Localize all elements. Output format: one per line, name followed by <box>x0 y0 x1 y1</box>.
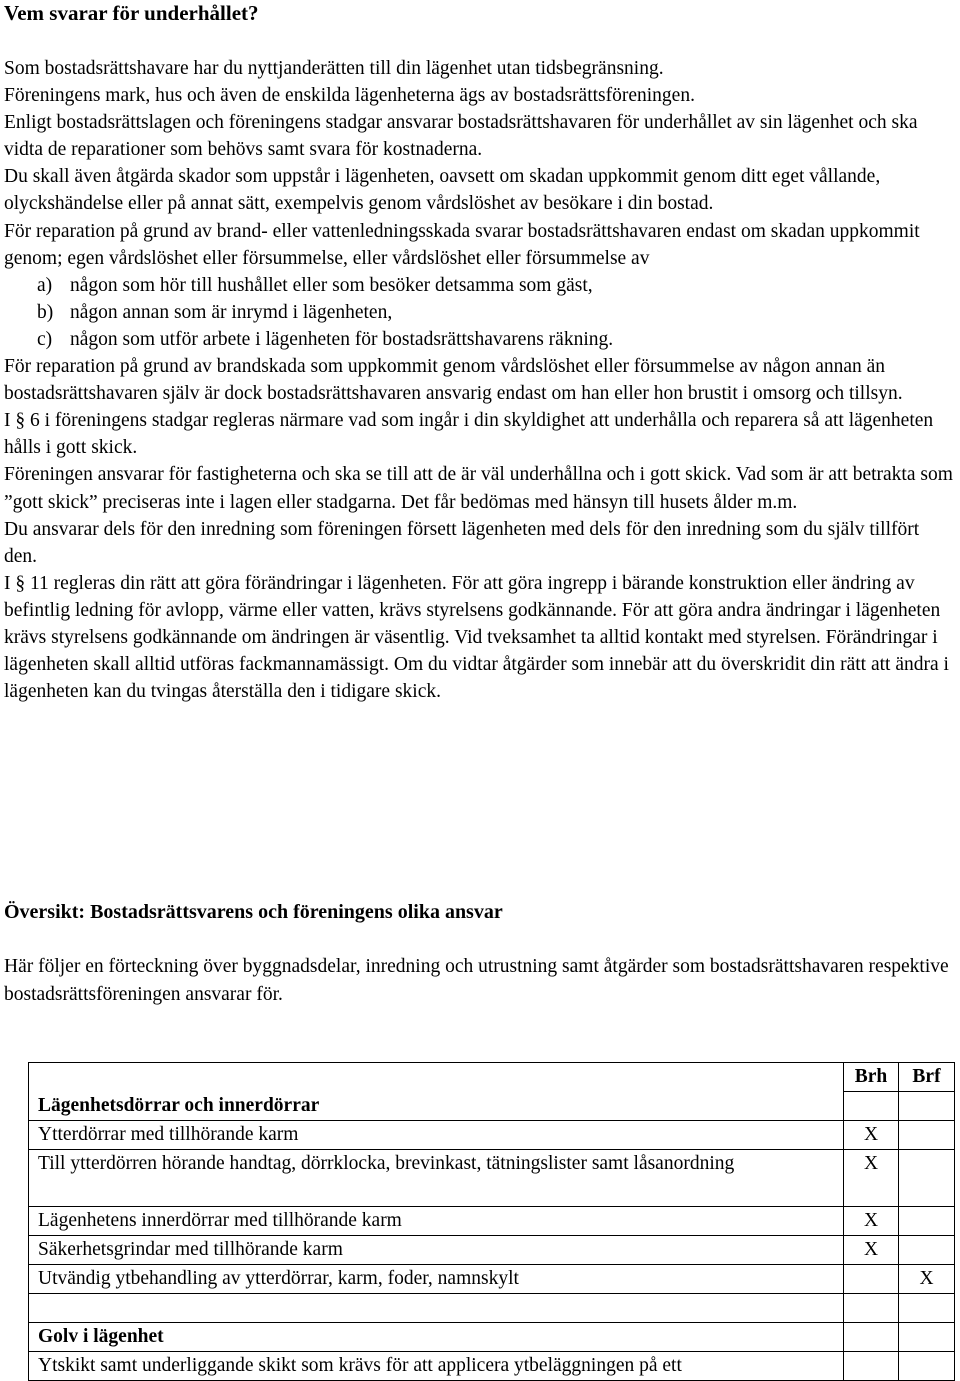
row-label: Ytskikt samt underliggande skikt som krävs för att applicera ytbeläggningen på ett <box>29 1352 844 1381</box>
row-label: Utvändig ytbehandling av ytterdörrar, karm, foder, namnskylt <box>29 1265 844 1294</box>
table-row <box>29 1150 955 1207</box>
brf-mark <box>899 1121 955 1150</box>
page-heading: Vem svarar för underhållet? <box>4 1 259 25</box>
brh-mark: X <box>844 1236 899 1265</box>
section-title: Översikt: Bostadsrättsvarens och föreningens olika ansvar <box>4 901 503 923</box>
list-marker: b) <box>37 301 54 323</box>
brf-mark <box>899 1150 955 1207</box>
paragraph: Föreningen ansvarar för fastigheterna och ska se till att de är väl underhållna och i gott skick. Vad som är att betrakta som ”gott skick” preciseras inte i lagen eller stadgarna. Det får bedömas med hänsyn till husets ålder m.m. <box>4 464 953 513</box>
group-heading: Lägenhetsdörrar och innerdörrar <box>29 1092 844 1121</box>
column-header-brf: Brf <box>899 1063 955 1092</box>
table-row <box>29 1207 955 1236</box>
group-heading: Golv i lägenhet <box>29 1323 844 1352</box>
list-item-text: någon som hör till hushållet eller som besöker detsamma som gäst, <box>70 274 593 296</box>
table-cell <box>29 1294 844 1323</box>
list-marker: a) <box>37 274 53 296</box>
body-text <box>4 55 954 705</box>
table-row <box>29 1352 955 1381</box>
table-cell <box>899 1092 955 1121</box>
table-row <box>29 1265 955 1294</box>
table-header-row <box>29 1063 955 1092</box>
row-label: Till ytterdörren hörande handtag, dörrklocka, brevinkast, tätningslister samt låsanordning <box>29 1150 844 1207</box>
paragraph: Enligt bostadsrättslagen och föreningens stadgar ansvarar bostadsrättshavaren för underhållet av sin lägenhet och ska vidta de reparationer som behövs samt svara för kostnaderna. <box>4 112 918 161</box>
brf-mark <box>899 1352 955 1381</box>
list-item <box>4 326 954 353</box>
table-group-row <box>29 1323 955 1352</box>
list-marker: c) <box>37 328 53 350</box>
paragraph: Du ansvarar dels för den inredning som föreningen försett lägenheten med dels för den inredning som du själv tillfört den. <box>4 518 920 567</box>
brh-mark: X <box>844 1121 899 1150</box>
table-cell <box>899 1323 955 1352</box>
list-item <box>4 299 954 326</box>
paragraph: För reparation på grund av brandskada som uppkommit genom vårdslöshet eller försummelse av någon annan än bostadsrättshavaren själv är dock bostadsrättshavaren ansvarig endast om han eller hon brustit i omsorg och tillsyn. <box>4 356 903 405</box>
table-row <box>29 1121 955 1150</box>
list-item-text: någon annan som är inrymd i lägenheten, <box>70 301 393 323</box>
paragraph: I § 6 i föreningens stadgar regleras närmare vad som ingår i din skyldighet att underhålla och reparera så att lägenheten hålls i gott skick. <box>4 410 934 459</box>
row-label: Säkerhetsgrindar med tillhörande karm <box>29 1236 844 1265</box>
paragraph: Föreningens mark, hus och även de enskilda lägenheterna ägs av bostadsrättsföreningen. <box>4 85 695 107</box>
brf-mark <box>899 1236 955 1265</box>
brh-mark <box>844 1352 899 1381</box>
table-cell <box>844 1092 899 1121</box>
row-label: Lägenhetens innerdörrar med tillhörande karm <box>29 1207 844 1236</box>
list-item <box>4 272 954 299</box>
table-cell <box>844 1294 899 1323</box>
row-label: Ytterdörrar med tillhörande karm <box>29 1121 844 1150</box>
column-header-brh: Brh <box>844 1063 899 1092</box>
brf-mark: X <box>899 1265 955 1294</box>
liability-list <box>4 272 954 353</box>
brh-mark: X <box>844 1150 899 1207</box>
responsibility-table <box>28 1062 955 1381</box>
paragraph: I § 11 regleras din rätt att göra förändringar i lägenheten. För att göra ingrepp i bärande konstruktion eller ändring av befintlig ledning för avlopp, värme eller vatten, krävs styrelsens godkännande. För att göra andra ändringar i lägenheten krävs styrelsens godkännande om ändringen är väsentlig. Vid tveksamhet ta alltid kontakt med styrelsen. Förändringar i lägenheten skall alltid utföras fackmannamässigt. Om du vidtar åtgärder som innebär att du överskridit din rätt att ändra i lägenheten kan du tvingas återställa den i tidigare skick. <box>4 572 949 703</box>
paragraph: För reparation på grund av brand- eller vattenledningsskada svarar bostadsrättshavaren endast om skadan uppkommit genom; egen vårdslöshet eller försummelse, eller vårdslöshet eller försummelse av <box>4 220 920 269</box>
table-spacer-row <box>29 1294 955 1323</box>
paragraph: Som bostadsrättshavare har du nyttjanderätten till din lägenhet utan tidsbegränsning. <box>4 58 664 79</box>
section-intro: Här följer en förteckning över byggnadsdelar, inredning och utrustning samt åtgärder som bostadsrättshavaren respektive bostadsrättsföreningen ansvarar för. <box>4 956 949 1005</box>
list-item-text: någon som utför arbete i lägenheten för bostadsrättshavarens räkning. <box>70 328 614 350</box>
table-cell <box>29 1063 844 1092</box>
table-cell <box>844 1323 899 1352</box>
table-group-row <box>29 1092 955 1121</box>
table-cell <box>899 1294 955 1323</box>
brh-mark: X <box>844 1207 899 1236</box>
brh-mark <box>844 1265 899 1294</box>
brf-mark <box>899 1207 955 1236</box>
paragraph: Du skall även åtgärda skador som uppstår i lägenheten, oavsett om skadan uppkommit genom ditt eget vållande, olyckshändelse eller på annat sätt, exempelvis genom vårdslöshet av besökare i din bostad. <box>4 166 881 215</box>
table-row <box>29 1236 955 1265</box>
